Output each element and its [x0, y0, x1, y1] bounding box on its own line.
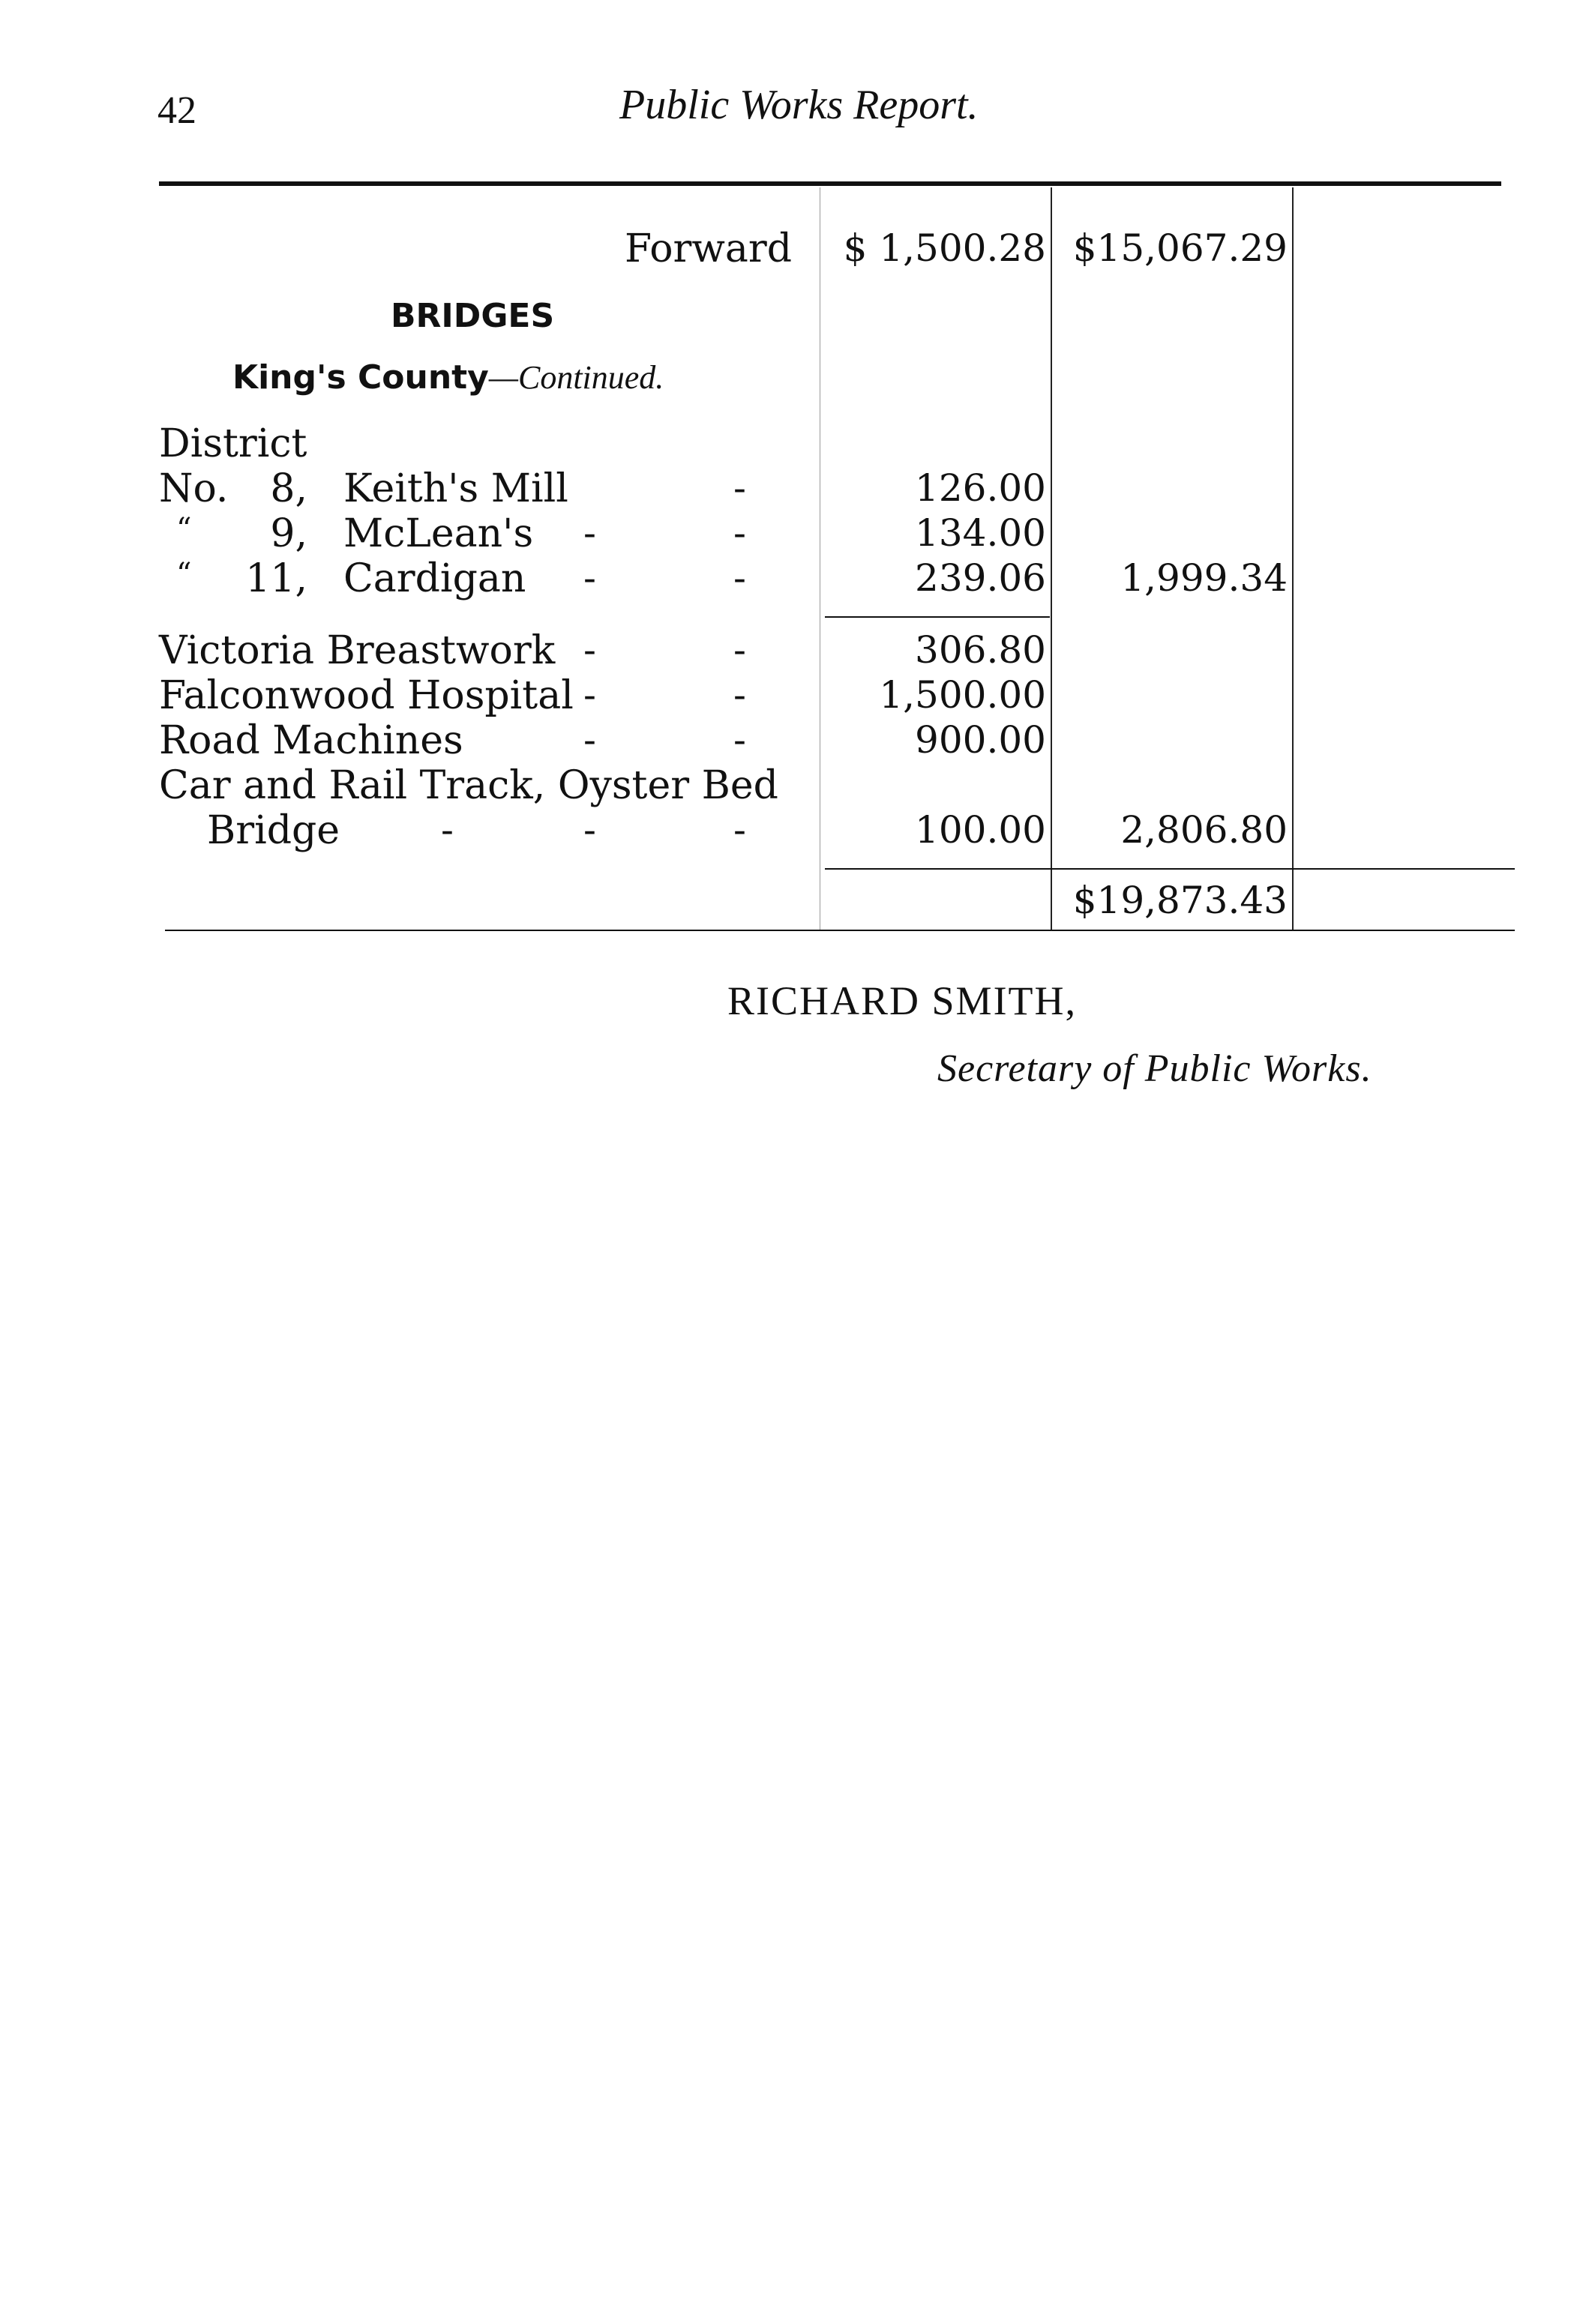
subsection-heading: [232, 358, 664, 397]
running-title: Public Works Report.: [619, 82, 979, 128]
signature-title: Secretary of Public Works.: [937, 1047, 1372, 1090]
district-prefix: “: [176, 512, 192, 547]
leader-dashes: -: [733, 556, 746, 600]
leader-dashes: -: [733, 628, 746, 672]
leader-dashes: -: [583, 628, 596, 672]
leader-dashes: -: [583, 673, 596, 717]
leader-dashes: -: [733, 673, 746, 717]
leader-dashes: -: [583, 718, 596, 762]
grand-total: $19,873.43: [1072, 879, 1288, 922]
expense-total: 2,806.80: [1120, 808, 1288, 852]
leader-dashes: -: [733, 511, 746, 555]
expense-name: Falconwood Hospital: [159, 673, 574, 718]
subsection-italic: —Continued.: [488, 359, 664, 396]
leader-dashes: -: [583, 511, 596, 555]
district-amount: 134.00: [915, 511, 1046, 555]
column-separator-2: [1051, 187, 1052, 930]
leader-dashes: -: [733, 466, 746, 510]
expense-name-line1: Car and Rail Track, Oyster Bed: [159, 763, 778, 808]
district-amount: 239.06: [915, 556, 1046, 600]
leader-dashes: -: [583, 556, 596, 600]
leader-dashes: -: [733, 808, 746, 852]
column-separator-3: [1292, 187, 1294, 930]
page-number: 42: [157, 89, 196, 132]
district-total: 1,999.34: [1120, 556, 1288, 600]
bottom-rule: [165, 930, 1515, 931]
district-prefix: No.: [159, 466, 229, 511]
district-prefix: “: [176, 557, 192, 591]
district-number: 9,: [270, 511, 307, 556]
district-name: McLean's: [343, 511, 534, 556]
expense-name-line2: Bridge: [207, 808, 340, 853]
leader-dashes: -: [583, 808, 596, 852]
district-name: Keith's Mill: [343, 466, 568, 511]
leader-dashes: -: [441, 808, 454, 852]
district-number: 8,: [270, 466, 307, 511]
total-rule: [825, 868, 1515, 870]
forward-label: Forward: [625, 226, 793, 271]
forward-col1: $ 1,500.28: [843, 226, 1046, 270]
section-title: BRIDGES: [391, 297, 555, 335]
district-amount: 126.00: [915, 466, 1046, 510]
district-name: Cardigan: [343, 556, 526, 601]
expense-name: Victoria Breastwork: [159, 628, 556, 673]
expense-amount: 1,500.00: [879, 673, 1046, 717]
expense-amount: 306.80: [915, 628, 1046, 672]
top-rule: [159, 181, 1501, 186]
signature-name: RICHARD SMITH,: [727, 978, 1078, 1023]
leader-dashes: -: [733, 718, 746, 762]
expense-amount: 100.00: [915, 808, 1046, 852]
district-number: 11,: [245, 556, 307, 601]
district-label: District: [159, 421, 307, 466]
expense-name: Road Machines: [159, 718, 463, 763]
forward-col2: $15,067.29: [1072, 226, 1288, 270]
subtotal-rule: [825, 616, 1050, 618]
subsection-bold: King's County: [232, 358, 489, 397]
expense-amount: 900.00: [915, 718, 1046, 762]
